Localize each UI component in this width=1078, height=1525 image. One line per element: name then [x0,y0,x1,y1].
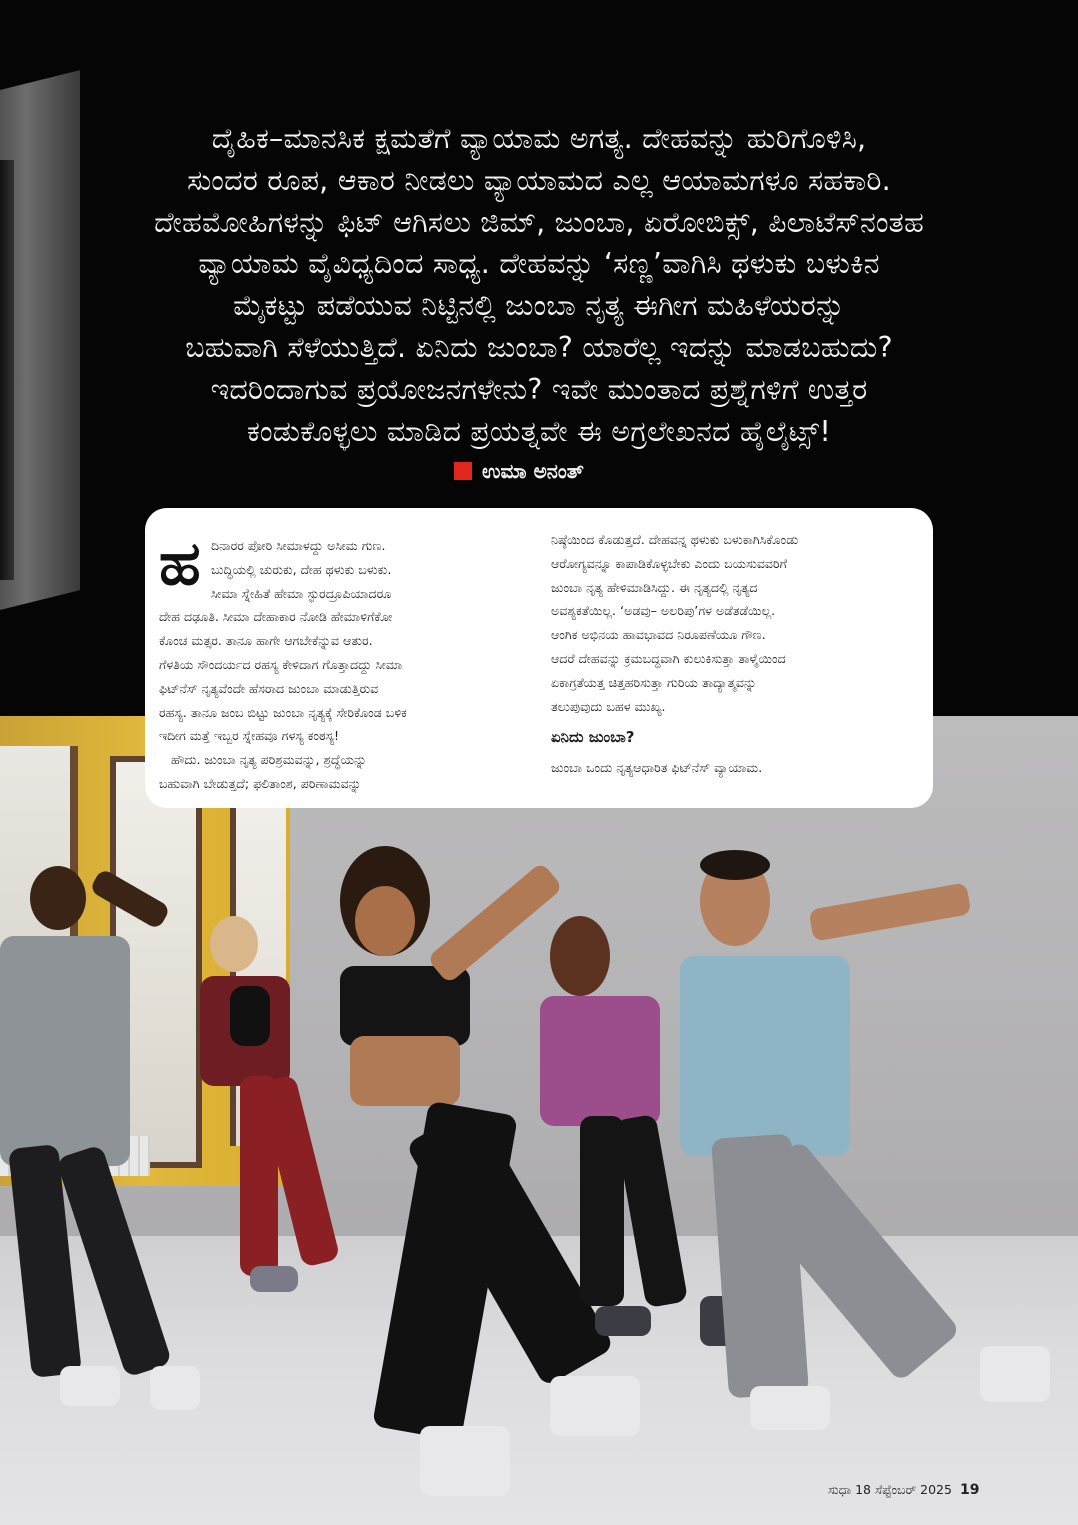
body-line: ತಲುಪುವುದು ಬಹಳ ಮುಖ್ಯ. [551,698,666,714]
body-line: ಫಿಟ್‌ನೆಸ್ ನೃತ್ಯವೆಂದೇ ಹೆಸರಾದ ಜುಂಬಾ ಮಾಡುತ್ತಿರುವ [159,680,379,696]
standfirst-line: ದೈಹಿಕ–ಮಾನಸಿಕ ಕ್ಷಮತೆಗೆ ವ್ಯಾಯಾಮ ಅಗತ್ಯ. ದೇಹವನ್ನು ಹುರಿಗೊಳಿಸಿ, [211,122,867,155]
author-name: ಉಮಾ ಅನಂತ್ [482,459,584,483]
article-subhead: ಏನಿದು ಜುಂಬಾ? [551,728,635,747]
standfirst-line: ವ್ಯಾಯಾಮ ವೈವಿಧ್ಯದಿಂದ ಸಾಧ್ಯ. ದೇಹವನ್ನು ‘ಸಣ್ಣ’ವಾಗಿಸಿ ಥಳುಕು ಬಳುಕಿನ [198,247,880,281]
dancer-figure [660,846,1060,1446]
body-line: ಕೊಂಚ ಮತ್ಸರ. ತಾನೂ ಹಾಗೇ ಆಗಬೇಕೆನ್ನುವ ಆತುರ. [159,633,373,649]
page-footer [828,1482,979,1498]
body-line: ಆರೋಗ್ಯವನ್ನೂ ಕಾಪಾಡಿಕೊಳ್ಳಬೇಕು ಎಂದು ಬಯಸುವವರಿಗೆ [551,555,787,571]
body-line: ರಹಸ್ಯ. ತಾನೂ ಜಂಬ ಬಿಟ್ಟು ಜುಂಬಾ ನೃತ್ಯಕ್ಕೆ ಸೇರಿಕೊಂಡ ಬಳಿಕ [159,704,407,720]
standfirst [110,118,968,452]
body-line: ಜುಂಬಾ ಒಂದು ನೃತ್ಯಆಧಾರಿತ ಫಿಟ್‌ನೆಸ್ ವ್ಯಾಯಾಮ. [551,760,763,776]
article-column-right [551,528,907,780]
body-line: ಸೀಮಾ ಸ್ನೇಹಿತೆ ಹೇಮಾ ಸ್ಫುರದ್ರೂಪಿಯಾದರೂ [211,585,392,601]
publication-date: ಸುಧಾ 18 ಸೆಪ್ಟೆಂಬರ್ 2025 [828,1482,952,1497]
article-card [145,508,933,808]
page-number: 19 [959,1482,980,1498]
body-line: ಬುದ್ಧಿಯಲ್ಲಿ ಚುರುಕು, ದೇಹ ಥಳುಕು ಬಳುಕು. [211,561,392,577]
body-line: ಬಹುವಾಗಿ ಬೇಡುತ್ತದೆ; ಫಲಿತಾಂಶ, ಪರಿಣಾಮವನ್ನು [159,775,362,791]
body-line: ನಿಷ್ಠೆಯಿಂದ ಕೊಡುತ್ತದೆ. ದೇಹವನ್ನ ಥಳುಕು ಬಳುಕಾಗಿಸಿಕೊಂಡು [551,532,799,547]
standfirst-line: ದೇಹಮೋಹಿಗಳನ್ನು ಫಿಟ್ ಆಗಿಸಲು ಜಿಮ್, ಜುಂಬಾ, ಏರೋಬಿಕ್ಸ್, ಪಿಲಾಟೆಸ್‌ನಂತಹ [154,205,924,239]
body-line: ಗೆಳತಿಯ ಸೌಂದರ್ಯದ ರಹಸ್ಯ ಕೇಳಿದಾಗ ಗೊತ್ತಾದದ್ದು ಸೀಮಾ [159,656,403,672]
dropcap: ಹ [159,529,201,599]
dropcap-block [159,529,515,605]
dancer-figure [0,846,180,1446]
body-line: ಹೌದು. ಜುಂಬಾ ನೃತ್ಯ ಪರಿಶ್ರಮವನ್ನು, ಶ್ರದ್ಧೆಯನ್ನು [171,752,367,768]
byline [454,459,584,483]
body-line: ಆಂಗಿಕ ಅಭಿನಯ ಹಾವಭಾವದ ನಿರೂಪಣೆಯೂ ಗೌಣ. [551,627,766,643]
standfirst-line: ಬಹುವಾಗಿ ಸೆಳೆಯುತ್ತಿದೆ. ಏನಿದು ಜುಂಬಾ? ಯಾರೆಲ್ಲ ಇದನ್ನು ಮಾಡಬಹುದು? [185,330,893,364]
body-line: ಏಕಾಗ್ರತೆಯತ್ತ ಚಿತ್ತಹರಿಸುತ್ತಾ ಗುರಿಯ ತಾದ್ಯಾತ್ಮವನ್ನು [551,674,757,690]
body-line: ಜುಂಬಾ ನೃತ್ಯ ಹೇಳಿಮಾಡಿಸಿದ್ದು. ಈ ನೃತ್ಯದಲ್ಲಿ ನೃತ್ಯದ [551,579,758,595]
standfirst-line: ಕಂಡುಕೊಳ್ಳಲು ಮಾಡಿದ ಪ್ರಯತ್ನವೇ ಈ ಅಗ್ರಲೇಖನದ ಹೈಲೈಟ್ಸ್! [247,414,831,448]
body-line: ದೇಹ ದಢೂತಿ. ಸೀಮಾ ದೇಹಾಕಾರ ನೋಡಿ ಹೇಮಾಳಿಗೆಕೋ [159,609,393,625]
left-panel-edge [0,160,14,580]
dance-class-photo [0,716,1078,1525]
body-line: ಅವಶ್ಯಕತೆಯಿಲ್ಲ. ‘ಅಡವು– ಅಲರಿಪು’ಗಳ ಅಡೆತಡೆಯಿಲ್ಲ. [551,603,776,619]
body-line: ಇದೀಗ ಮತ್ತೆ ಇಬ್ಬರ ಸ್ನೇಹವೂ ಗಳಸ್ಯ ಕಂಠಸ್ಯ! [159,728,340,744]
byline-marker [454,462,472,480]
standfirst-line: ಇದರಿಂದಾಗುವ ಪ್ರಯೋಜನಗಳೇನು? ಇವೇ ಮುಂತಾದ ಪ್ರಶ್ನೆಗಳಿಗೆ ಉತ್ತರ [210,372,868,406]
body-line: ದಿನಾರರ ಪೋರಿ ಸೀಮಾಳದ್ದು ಅಸೀಮ ಗುಣ. [211,538,386,553]
standfirst-line: ಮೈಕಟ್ಟು ಪಡೆಯುವ ನಿಟ್ಟಿನಲ್ಲಿ ಜುಂಬಾ ನೃತ್ಯ ಈಗೀಗ ಮಹಿಳೆಯರನ್ನು [233,289,845,323]
standfirst-line: ಸುಂದರ ರೂಪ, ಆಕಾರ ನೀಡಲು ವ್ಯಾಯಾಮದ ಎಲ್ಲ ಆಯಾಮಗಳೂ ಸಹಕಾರಿ. [187,163,891,197]
body-line: ಆದರೆ ದೇಹವನ್ನು ಕ್ರಮಬದ್ಧವಾಗಿ ಕುಲುಕಿಸುತ್ತಾ ತಾಳ್ಮೆಯಿಂದ [551,650,786,666]
article-column-left [159,529,515,796]
